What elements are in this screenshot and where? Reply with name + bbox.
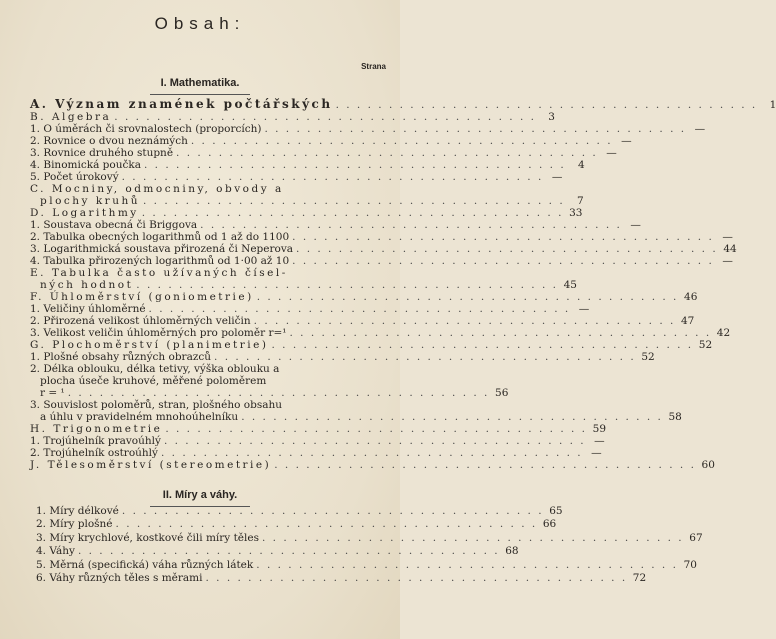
toc-entry-title: 2. Rovnice o dvou neznámých xyxy=(30,135,188,147)
toc-entry-title: 3. Souvislost poloměrů, stran, plošného obsahu xyxy=(30,399,283,411)
toc-entry xyxy=(30,459,715,471)
toc-leader-dots xyxy=(165,423,587,435)
toc-entry-page: 67 xyxy=(689,531,703,544)
toc-entry xyxy=(30,195,584,207)
toc-leader-dots xyxy=(149,303,571,315)
toc-leader-dots xyxy=(271,339,693,351)
toc-entry-page: — xyxy=(630,219,641,231)
toc-entry-title: 2. Trojúhelník ostroúhlý xyxy=(30,447,158,459)
toc-leader-dots xyxy=(264,123,686,135)
toc-leader-dots xyxy=(200,219,622,231)
toc-entry-title: J. Tělesoměrství (stereometrie) xyxy=(30,459,272,471)
toc-entry-page: 42 xyxy=(716,327,731,339)
toc-entry-page: 4 xyxy=(577,159,585,171)
toc-entry xyxy=(30,411,682,423)
toc-entry-title: E. Tabulka často užívaných čísel- xyxy=(30,267,288,279)
toc-entry-page: — xyxy=(606,147,617,159)
toc-entry xyxy=(30,339,713,351)
toc-leader-dots xyxy=(122,505,544,518)
toc-entry xyxy=(30,558,697,572)
toc-entry-page: — xyxy=(722,231,733,243)
toc-leader-dots xyxy=(116,518,538,531)
toc-entry-page: 52 xyxy=(641,351,655,363)
toc-entry-title: 1. Plošné obsahy různých obrazců xyxy=(30,351,212,363)
toc-entry-page: 58 xyxy=(668,411,682,423)
toc-entry-title: 3. Míry krychlové, kostkové čili míry těles xyxy=(36,531,259,544)
page-column-header: Strana xyxy=(361,62,386,71)
toc-entry-page: 52 xyxy=(698,339,713,351)
toc-entry-page: — xyxy=(578,303,590,315)
toc-entry-title: ných hodnot xyxy=(40,279,134,291)
toc-entry xyxy=(30,327,731,339)
toc-entry xyxy=(30,255,733,267)
toc-leader-dots xyxy=(176,147,598,159)
toc-entry-title: 4. Binomická poučka xyxy=(30,159,141,171)
toc-list-mathematics xyxy=(30,97,776,471)
toc-entry-page: 70 xyxy=(683,558,697,571)
toc-leader-dots xyxy=(296,243,718,255)
toc-entry xyxy=(30,447,602,459)
toc-entry-page: 46 xyxy=(684,291,698,303)
toc-entry xyxy=(30,147,617,159)
toc-entry-page: 60 xyxy=(701,459,715,471)
toc-entry-title: 4. Tabulka přirozených logarithmů od 1·00 až 10 xyxy=(30,255,290,267)
toc-entry-title: D. Logarithmy xyxy=(30,207,139,219)
toc-entry xyxy=(30,363,390,375)
toc-leader-dots xyxy=(78,545,500,558)
toc-entry-title: 1. Soustava obecná či Briggova xyxy=(30,219,198,231)
toc-entry-page: — xyxy=(621,135,632,147)
toc-entry-page: 33 xyxy=(569,207,583,219)
toc-entry-title: plochy kruhů xyxy=(40,195,140,207)
toc-entry xyxy=(30,97,776,111)
toc-leader-dots xyxy=(289,327,711,339)
toc-entry xyxy=(30,123,706,135)
toc-entry xyxy=(30,171,563,183)
toc-entry xyxy=(30,315,695,327)
toc-entry-title: C. Mocniny, odmocniny, obvody a xyxy=(30,183,284,195)
toc-entry-page: 47 xyxy=(680,315,695,327)
toc-entry xyxy=(30,159,585,171)
toc-leader-dots xyxy=(241,411,663,423)
toc-entry-title: 3. Rovnice druhého stupně xyxy=(30,147,174,159)
toc-leader-dots xyxy=(161,447,583,459)
toc-entry-page: 72 xyxy=(632,572,647,585)
toc-entry xyxy=(30,135,632,147)
toc-entry-page: 68 xyxy=(505,545,519,558)
toc-entry-page: 59 xyxy=(592,423,607,435)
toc-leader-dots xyxy=(336,99,758,111)
toc-entry xyxy=(30,243,737,255)
toc-entry xyxy=(30,291,698,303)
toc-entry xyxy=(30,183,390,195)
toc-entry-title: H. Trigonometrie xyxy=(30,423,163,435)
toc-entry xyxy=(30,219,641,231)
toc-entry-title: 3. Logarithmická soustava přirozená či Neperova xyxy=(30,243,294,255)
toc-entry-page: — xyxy=(722,255,733,267)
toc-entry-title: F. Úhloměrství (goniometrie) xyxy=(30,291,254,303)
toc-entry-page: — xyxy=(551,171,563,183)
toc-entry xyxy=(30,423,607,435)
toc-entry-title: 1. Veličiny úhloměrné xyxy=(30,303,146,315)
toc-entry xyxy=(30,231,733,243)
toc-leader-dots xyxy=(214,351,636,363)
toc-entry-page: 45 xyxy=(563,279,577,291)
toc-entry xyxy=(30,505,563,518)
toc-entry-title: 6. Váhy různých těles s měrami xyxy=(36,572,203,585)
toc-entry-title: B. Algebra xyxy=(30,111,112,123)
toc-leader-dots xyxy=(274,459,696,471)
toc-entry-title: plocha úseče kruhové, měřené poloměrem xyxy=(40,375,267,387)
toc-entry-title: 3. Velikost veličin úhloměrných pro poloměr r=¹ xyxy=(30,327,287,339)
toc-leader-dots xyxy=(122,171,544,183)
toc-entry xyxy=(30,351,655,363)
toc-entry-page: 44 xyxy=(723,243,737,255)
toc-leader-dots xyxy=(144,159,566,171)
toc-entry-title: 4. Váhy xyxy=(36,545,75,558)
toc-entry-title: A. Význam znamének počtářských xyxy=(30,97,333,111)
toc-entry-page: 66 xyxy=(542,518,557,531)
toc-leader-dots xyxy=(254,315,676,327)
toc-entry-title: r = ¹ xyxy=(40,387,65,399)
toc-entry xyxy=(30,518,557,531)
section-heading-mathematics: I. Mathematika. xyxy=(160,77,240,89)
section-divider xyxy=(150,94,250,95)
toc-entry-page: — xyxy=(694,123,706,135)
toc-leader-dots xyxy=(68,387,490,399)
toc-entry xyxy=(30,279,577,291)
toc-entry-title: 2. Míry plošné xyxy=(36,518,113,531)
toc-leader-dots xyxy=(292,231,714,243)
toc-entry xyxy=(30,399,390,411)
toc-entry-page: 3 xyxy=(548,111,555,123)
section-heading-measures: II. Míry a váhy. xyxy=(162,489,238,501)
toc-entry-title: 2. Tabulka obecných logarithmů od 1 až do 1100 xyxy=(30,231,290,243)
toc-leader-dots xyxy=(292,255,714,267)
toc-leader-dots xyxy=(142,207,564,219)
toc-entry xyxy=(30,387,509,399)
toc-leader-dots xyxy=(191,135,613,147)
page-title: Obsah: xyxy=(154,14,246,33)
toc-entry-page: 7 xyxy=(576,195,584,207)
toc-entry-page: 65 xyxy=(549,505,563,517)
toc-entry-page: 1 xyxy=(769,99,776,111)
toc-entry-title: 5. Měrná (specifická) váha různých látek xyxy=(36,558,254,571)
toc-leader-dots xyxy=(205,572,627,585)
toc-entry-title: 2. Přirozená velikost úhloměrných veličin xyxy=(30,315,251,327)
toc-entry xyxy=(30,111,555,123)
toc-entry xyxy=(30,531,703,545)
toc-leader-dots xyxy=(256,559,678,572)
toc-entry-title: G. Plochoměrství (planimetrie) xyxy=(30,339,269,351)
toc-entry xyxy=(30,545,519,558)
toc-entry-page: — xyxy=(591,447,602,459)
toc-entry xyxy=(30,435,605,447)
toc-entry xyxy=(30,572,647,585)
toc-entry-title: 1. O úměrách či srovnalostech (proporcích) xyxy=(30,123,262,135)
toc-entry xyxy=(30,207,583,219)
toc-entry xyxy=(30,303,590,315)
toc-leader-dots xyxy=(257,291,679,303)
toc-list-measures xyxy=(30,505,703,585)
toc-entry-title: 2. Délka oblouku, délka tetivy, výška oblouku a xyxy=(30,363,280,375)
toc-entry xyxy=(30,375,390,387)
toc-leader-dots xyxy=(262,532,684,545)
toc-leader-dots xyxy=(136,279,558,291)
toc-leader-dots xyxy=(114,111,536,123)
toc-entry-page: 56 xyxy=(495,387,509,399)
toc-entry-title: a úhlu v pravidelném mnohoúhelníku xyxy=(40,411,239,423)
toc-entry xyxy=(30,267,390,279)
toc-leader-dots xyxy=(164,435,586,447)
toc-entry-title: 1. Trojúhelník pravoúhlý xyxy=(30,435,161,447)
toc-entry-title: 5. Počet úrokový xyxy=(30,171,119,183)
toc-entry-title: 1. Míry délkové xyxy=(36,505,119,517)
toc-leader-dots xyxy=(143,195,565,207)
toc-entry-page: — xyxy=(594,435,605,447)
